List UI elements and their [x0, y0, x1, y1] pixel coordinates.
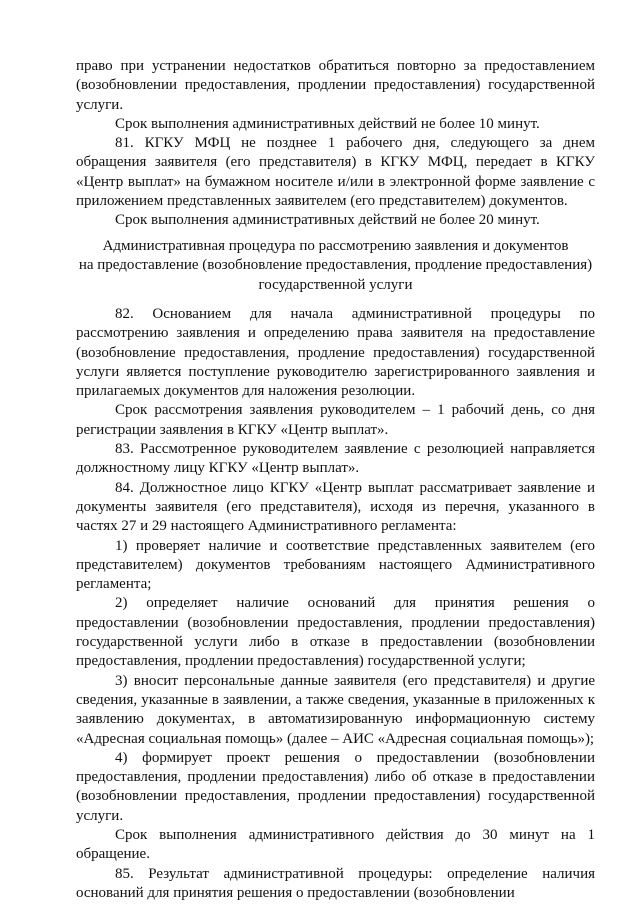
list-item-1: 1) проверяет наличие и соответствие представленных заявителем (его представителем) документов требованиям настоящего Административного регламента;	[76, 537, 595, 593]
heading-line-3: государственной услуги	[258, 276, 413, 293]
paragraph-85: 85. Результат административной процедуры: определение наличия оснований для принятия решения о предоставлении (возобновлении	[76, 865, 595, 901]
heading-line-2: на предоставление (возобновление предоставления, продление предоставления)	[78, 257, 593, 274]
paragraph-term-20min: Срок выполнения административных действий не более 20 минут.	[115, 212, 540, 229]
paragraph-84: 84. Должностное лицо КГКУ «Центр выплат рассматривает заявление и документы заявителя (его представителя), исходя из перечня, указанного в частях 27 и 29 настоящего Административного регламента:	[76, 479, 595, 535]
list-item-4: 4) формирует проект решения о предоставлении (возобновлении предоставления, продлении предоставления) либо об отказе в предоставлении (возобновлении предоставления, продлении предоставления) государственной услуги.	[76, 749, 595, 824]
paragraph-review-term: Срок рассмотрения заявления руководителем – 1 рабочий день, со дня регистрации заявления в КГКУ «Центр выплат».	[76, 402, 595, 438]
paragraph-term-10min: Срок выполнения административных действий не более 10 минут.	[115, 115, 540, 132]
paragraph-continuation: право при устранении недостатков обратиться повторно за предоставлением (возобновлении предоставления, продлении предоставления) государственной услуги.	[76, 58, 595, 113]
paragraph-81: 81. КГКУ МФЦ не позднее 1 рабочего дня, следующего за днем обращения заявителя (его представителя) в КГКУ МФЦ, передает в КГКУ «Центр выплат» на бумажном носителе и/или в электронной форме заявление с приложением представленных заявителем (его представителем) документов.	[76, 135, 595, 210]
paragraph-term-30min: Срок выполнения административного действия до 30 минут на 1 обращение.	[76, 827, 595, 863]
main-section	[76, 305, 595, 903]
paragraph-83: 83. Рассмотренное руководителем заявление с резолюцией направляется должностному лицу КГКУ «Центр выплат».	[76, 441, 595, 477]
heading-line-1: Административная процедура по рассмотрению заявления и документов	[102, 238, 569, 254]
paragraph-82: 82. Основанием для начала административной процедуры по рассмотрению заявления и определению права заявителя на предоставление (возобновление предоставления, продление предоставления) государственной услуги является поступление руководителю зарегистрированного заявления и прилагаемых документов для наложения резолюции.	[76, 306, 595, 400]
list-item-2: 2) определяет наличие оснований для принятия решения о предоставлении (возобновлении предоставления, продлении предоставления) государственной услуги либо в отказе в предоставлении (возобновлении предоставления, продлении предоставления) государственной услуги;	[76, 595, 595, 670]
list-item-3: 3) вносит персональные данные заявителя (его представителя) и другие сведения, указанные в заявлении, а также сведения, указанные в приложенных к заявлению документах, в автоматизированную информационную систему «Адресная социальная помощь» (далее – АИС «Адресная социальная помощь»);	[76, 672, 595, 747]
section-heading	[76, 237, 595, 295]
top-section	[76, 57, 595, 231]
